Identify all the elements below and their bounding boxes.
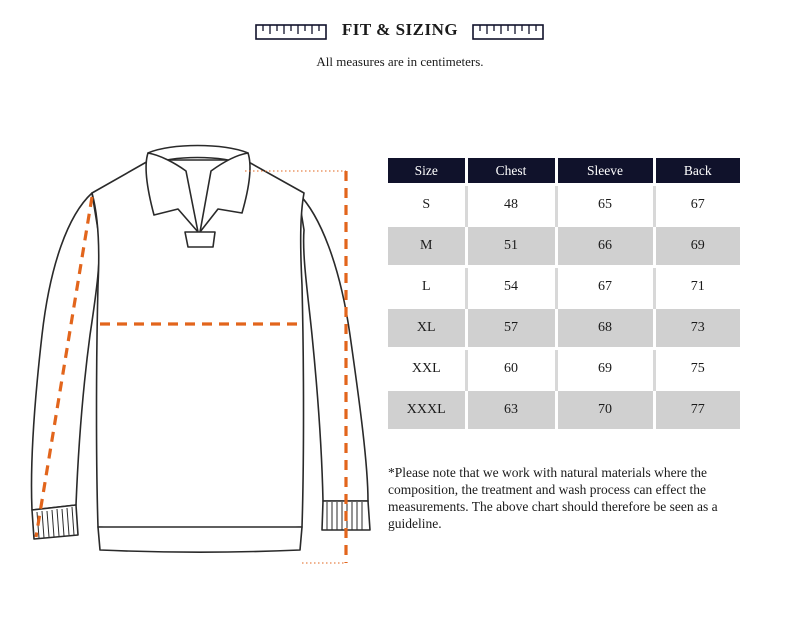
- back-cell: 69: [654, 226, 740, 267]
- disclaimer-note: *Please note that we work with natural materials where the composition, the treatment and wash process can effect the measurements. The above chart should therefore be seen as a guideline.: [388, 465, 718, 531]
- table-row: [388, 308, 740, 349]
- chest-cell: 57: [466, 308, 556, 349]
- column-header-back: Back: [654, 158, 740, 185]
- column-header-sleeve: Sleeve: [556, 158, 654, 185]
- table-row: [388, 267, 740, 308]
- size-cell: S: [388, 185, 466, 226]
- sleeve-cell: 65: [556, 185, 654, 226]
- column-header-chest: Chest: [466, 158, 556, 185]
- chest-cell: 48: [466, 185, 556, 226]
- table-row: [388, 226, 740, 267]
- shirt-illustration: [20, 135, 380, 575]
- size-cell: XXXL: [388, 390, 466, 430]
- chest-cell: 51: [466, 226, 556, 267]
- size-cell: XXL: [388, 349, 466, 390]
- ruler-icon: [255, 22, 327, 42]
- units-subtitle: All measures are in centimeters.: [316, 54, 484, 69]
- back-cell: 75: [654, 349, 740, 390]
- sleeve-cell: 66: [556, 226, 654, 267]
- size-cell: L: [388, 267, 466, 308]
- sleeve-cell: 68: [556, 308, 654, 349]
- page-title: FIT & SIZING: [341, 20, 459, 39]
- column-header-size: Size: [388, 158, 466, 185]
- sleeve-cell: 67: [556, 267, 654, 308]
- size-cell: XL: [388, 308, 466, 349]
- back-cell: 71: [654, 267, 740, 308]
- header: [0, 16, 800, 48]
- table-row: [388, 349, 740, 390]
- back-cell: 73: [654, 308, 740, 349]
- chest-cell: 63: [466, 390, 556, 430]
- chest-cell: 60: [466, 349, 556, 390]
- size-cell: M: [388, 226, 466, 267]
- sleeve-cell: 70: [556, 390, 654, 430]
- sleeve-cell: 69: [556, 349, 654, 390]
- back-cell: 77: [654, 390, 740, 430]
- back-cell: 67: [654, 185, 740, 226]
- table-row: [388, 390, 740, 430]
- size-table: [388, 158, 740, 429]
- ruler-icon: [472, 22, 544, 42]
- table-header-row: [388, 158, 740, 185]
- table-row: [388, 185, 740, 226]
- chest-cell: 54: [466, 267, 556, 308]
